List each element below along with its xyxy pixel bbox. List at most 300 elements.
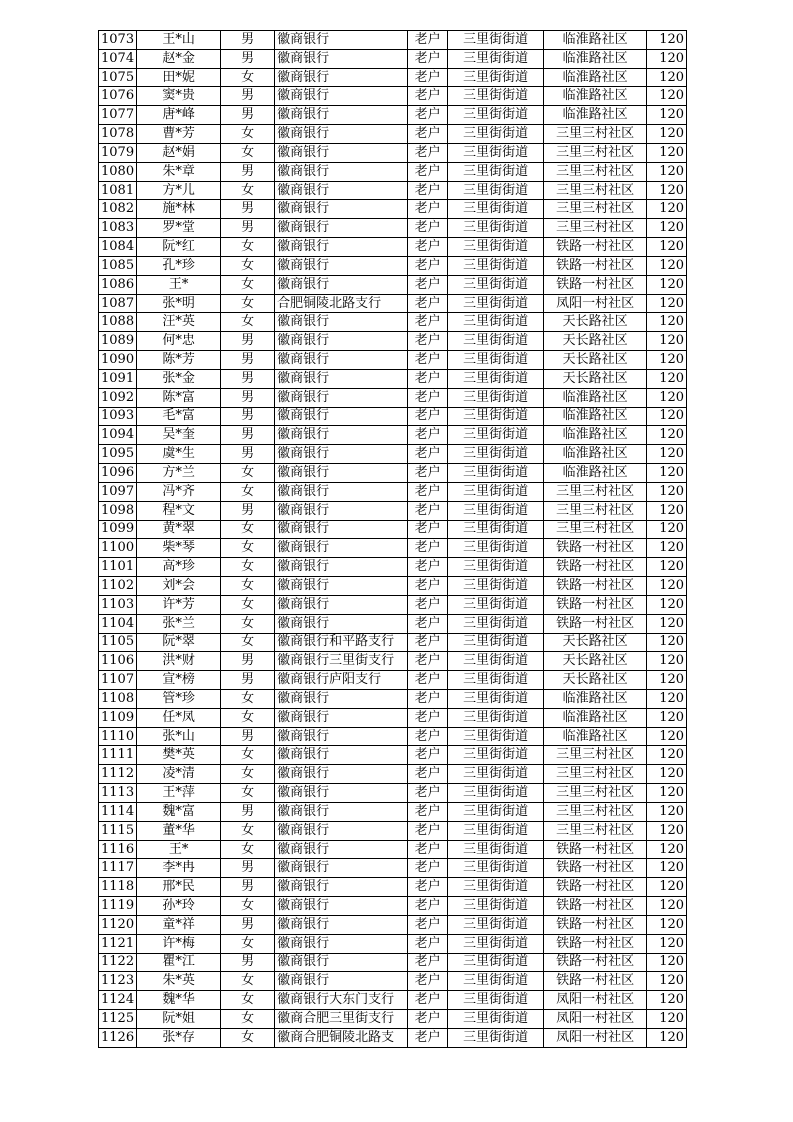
- gender-cell: 男: [221, 31, 275, 50]
- bank-cell: 徽商合肥三里街支行: [275, 1010, 408, 1029]
- bank-cell: 徽商银行: [275, 68, 408, 87]
- street-cell: 三里街街道: [448, 840, 544, 859]
- amount-cell: 120: [647, 181, 687, 200]
- gender-cell: 女: [221, 821, 275, 840]
- person-name: 刘*会: [137, 577, 221, 596]
- record-number: 1082: [99, 200, 137, 219]
- bank-cell: 徽商银行: [275, 520, 408, 539]
- household-type-cell: 老户: [408, 539, 448, 558]
- community-cell: 凤阳一村社区: [544, 991, 647, 1010]
- record-number: 1109: [99, 708, 137, 727]
- bank-cell: 徽商银行: [275, 106, 408, 125]
- amount-cell: 120: [647, 897, 687, 916]
- table-row: [99, 388, 687, 407]
- person-name: 吴*奎: [137, 426, 221, 445]
- bank-cell: 徽商银行: [275, 859, 408, 878]
- record-number: 1121: [99, 934, 137, 953]
- household-type-cell: 老户: [408, 689, 448, 708]
- bank-cell: 徽商银行: [275, 275, 408, 294]
- bank-cell: 徽商银行庐阳支行: [275, 671, 408, 690]
- community-cell: 三里三村社区: [544, 162, 647, 181]
- community-cell: 临淮路社区: [544, 49, 647, 68]
- bank-cell: 徽商银行: [275, 821, 408, 840]
- gender-cell: 男: [221, 671, 275, 690]
- gender-cell: 男: [221, 501, 275, 520]
- amount-cell: 120: [647, 972, 687, 991]
- household-type-cell: 老户: [408, 972, 448, 991]
- household-type-cell: 老户: [408, 991, 448, 1010]
- record-number: 1111: [99, 746, 137, 765]
- record-number: 1078: [99, 125, 137, 144]
- household-type-cell: 老户: [408, 614, 448, 633]
- street-cell: 三里街街道: [448, 68, 544, 87]
- person-name: 施*林: [137, 200, 221, 219]
- table-row: [99, 897, 687, 916]
- person-name: 高*珍: [137, 558, 221, 577]
- amount-cell: 120: [647, 727, 687, 746]
- bank-cell: 徽商银行: [275, 784, 408, 803]
- community-cell: 铁路一村社区: [544, 972, 647, 991]
- street-cell: 三里街街道: [448, 859, 544, 878]
- gender-cell: 男: [221, 878, 275, 897]
- household-type-cell: 老户: [408, 501, 448, 520]
- record-number: 1096: [99, 464, 137, 483]
- bank-cell: 徽商银行大东门支行: [275, 991, 408, 1010]
- street-cell: 三里街街道: [448, 313, 544, 332]
- household-type-cell: 老户: [408, 125, 448, 144]
- street-cell: 三里街街道: [448, 125, 544, 144]
- bank-cell: 徽商银行: [275, 878, 408, 897]
- amount-cell: 120: [647, 840, 687, 859]
- person-name: 程*文: [137, 501, 221, 520]
- community-cell: 三里三村社区: [544, 746, 647, 765]
- person-name: 何*忠: [137, 332, 221, 351]
- record-number: 1114: [99, 802, 137, 821]
- table-row: [99, 143, 687, 162]
- person-name: 孙*玲: [137, 897, 221, 916]
- table-row: [99, 821, 687, 840]
- gender-cell: 女: [221, 595, 275, 614]
- bank-cell: 徽商银行: [275, 31, 408, 50]
- bank-cell: 徽商银行: [275, 445, 408, 464]
- table-row: [99, 238, 687, 257]
- record-number: 1110: [99, 727, 137, 746]
- amount-cell: 120: [647, 49, 687, 68]
- street-cell: 三里街街道: [448, 200, 544, 219]
- gender-cell: 女: [221, 934, 275, 953]
- household-type-cell: 老户: [408, 238, 448, 257]
- person-name: 陈*富: [137, 388, 221, 407]
- person-name: 王*山: [137, 31, 221, 50]
- record-number: 1102: [99, 577, 137, 596]
- amount-cell: 120: [647, 256, 687, 275]
- person-name: 张*明: [137, 294, 221, 313]
- record-number: 1117: [99, 859, 137, 878]
- street-cell: 三里街街道: [448, 784, 544, 803]
- community-cell: 三里三村社区: [544, 501, 647, 520]
- community-cell: 天长路社区: [544, 313, 647, 332]
- table-row: [99, 840, 687, 859]
- table-row: [99, 482, 687, 501]
- community-cell: 铁路一村社区: [544, 595, 647, 614]
- amount-cell: 120: [647, 746, 687, 765]
- person-name: 洪*财: [137, 652, 221, 671]
- person-name: 朱*英: [137, 972, 221, 991]
- gender-cell: 男: [221, 727, 275, 746]
- street-cell: 三里街街道: [448, 407, 544, 426]
- community-cell: 天长路社区: [544, 633, 647, 652]
- street-cell: 三里街街道: [448, 991, 544, 1010]
- table-row: [99, 915, 687, 934]
- bank-cell: 徽商银行: [275, 369, 408, 388]
- household-type-cell: 老户: [408, 746, 448, 765]
- gender-cell: 男: [221, 445, 275, 464]
- amount-cell: 120: [647, 633, 687, 652]
- person-name: 董*华: [137, 821, 221, 840]
- household-type-cell: 老户: [408, 68, 448, 87]
- street-cell: 三里街街道: [448, 501, 544, 520]
- street-cell: 三里街街道: [448, 765, 544, 784]
- record-number: 1090: [99, 351, 137, 370]
- gender-cell: 女: [221, 1010, 275, 1029]
- table-row: [99, 1010, 687, 1029]
- bank-cell: 合肥铜陵北路支行: [275, 294, 408, 313]
- community-cell: 铁路一村社区: [544, 878, 647, 897]
- bank-cell: 徽商银行: [275, 934, 408, 953]
- person-name: 凌*清: [137, 765, 221, 784]
- person-name: 汪*英: [137, 313, 221, 332]
- household-type-cell: 老户: [408, 558, 448, 577]
- subsidy-table: [98, 30, 687, 1048]
- gender-cell: 女: [221, 238, 275, 257]
- gender-cell: 女: [221, 313, 275, 332]
- street-cell: 三里街街道: [448, 558, 544, 577]
- table-row: [99, 577, 687, 596]
- table-row: [99, 784, 687, 803]
- household-type-cell: 老户: [408, 445, 448, 464]
- gender-cell: 男: [221, 407, 275, 426]
- street-cell: 三里街街道: [448, 294, 544, 313]
- bank-cell: 徽商银行: [275, 407, 408, 426]
- bank-cell: 徽商银行: [275, 802, 408, 821]
- table-row: [99, 633, 687, 652]
- bank-cell: 徽商银行: [275, 765, 408, 784]
- bank-cell: 徽商银行: [275, 87, 408, 106]
- table-row: [99, 275, 687, 294]
- household-type-cell: 老户: [408, 106, 448, 125]
- record-number: 1113: [99, 784, 137, 803]
- community-cell: 三里三村社区: [544, 784, 647, 803]
- person-name: 樊*英: [137, 746, 221, 765]
- gender-cell: 女: [221, 689, 275, 708]
- amount-cell: 120: [647, 143, 687, 162]
- street-cell: 三里街街道: [448, 671, 544, 690]
- table-row: [99, 87, 687, 106]
- record-number: 1118: [99, 878, 137, 897]
- gender-cell: 女: [221, 181, 275, 200]
- person-name: 张*兰: [137, 614, 221, 633]
- record-number: 1073: [99, 31, 137, 50]
- street-cell: 三里街街道: [448, 162, 544, 181]
- household-type-cell: 老户: [408, 49, 448, 68]
- bank-cell: 徽商银行: [275, 501, 408, 520]
- bank-cell: 徽商银行: [275, 426, 408, 445]
- household-type-cell: 老户: [408, 351, 448, 370]
- community-cell: 铁路一村社区: [544, 897, 647, 916]
- bank-cell: 徽商银行: [275, 200, 408, 219]
- bank-cell: 徽商银行: [275, 464, 408, 483]
- household-type-cell: 老户: [408, 482, 448, 501]
- table-row: [99, 727, 687, 746]
- community-cell: 临淮路社区: [544, 689, 647, 708]
- table-row: [99, 256, 687, 275]
- gender-cell: 女: [221, 972, 275, 991]
- bank-cell: 徽商银行: [275, 238, 408, 257]
- household-type-cell: 老户: [408, 840, 448, 859]
- street-cell: 三里街街道: [448, 652, 544, 671]
- bank-cell: 徽商银行: [275, 746, 408, 765]
- street-cell: 三里街街道: [448, 897, 544, 916]
- table-row: [99, 31, 687, 50]
- table-row: [99, 445, 687, 464]
- person-name: 赵*娟: [137, 143, 221, 162]
- community-cell: 铁路一村社区: [544, 238, 647, 257]
- street-cell: 三里街街道: [448, 31, 544, 50]
- table-row: [99, 934, 687, 953]
- community-cell: 天长路社区: [544, 351, 647, 370]
- bank-cell: 徽商银行: [275, 351, 408, 370]
- amount-cell: 120: [647, 426, 687, 445]
- community-cell: 铁路一村社区: [544, 953, 647, 972]
- table-row: [99, 181, 687, 200]
- amount-cell: 120: [647, 275, 687, 294]
- street-cell: 三里街街道: [448, 520, 544, 539]
- household-type-cell: 老户: [408, 162, 448, 181]
- person-name: 王*萍: [137, 784, 221, 803]
- person-name: 张*山: [137, 727, 221, 746]
- table-row: [99, 614, 687, 633]
- household-type-cell: 老户: [408, 332, 448, 351]
- table-row: [99, 501, 687, 520]
- gender-cell: 男: [221, 915, 275, 934]
- record-number: 1112: [99, 765, 137, 784]
- household-type-cell: 老户: [408, 256, 448, 275]
- amount-cell: 120: [647, 859, 687, 878]
- street-cell: 三里街街道: [448, 256, 544, 275]
- household-type-cell: 老户: [408, 595, 448, 614]
- household-type-cell: 老户: [408, 953, 448, 972]
- record-number: 1105: [99, 633, 137, 652]
- gender-cell: 男: [221, 49, 275, 68]
- community-cell: 铁路一村社区: [544, 256, 647, 275]
- community-cell: 凤阳一村社区: [544, 1028, 647, 1047]
- table-row: [99, 332, 687, 351]
- record-number: 1103: [99, 595, 137, 614]
- record-number: 1106: [99, 652, 137, 671]
- community-cell: 天长路社区: [544, 671, 647, 690]
- amount-cell: 120: [647, 1028, 687, 1047]
- gender-cell: 男: [221, 162, 275, 181]
- record-number: 1077: [99, 106, 137, 125]
- street-cell: 三里街街道: [448, 915, 544, 934]
- record-number: 1116: [99, 840, 137, 859]
- bank-cell: 徽商合肥铜陵北路支: [275, 1028, 408, 1047]
- record-number: 1087: [99, 294, 137, 313]
- household-type-cell: 老户: [408, 727, 448, 746]
- gender-cell: 女: [221, 633, 275, 652]
- amount-cell: 120: [647, 238, 687, 257]
- bank-cell: 徽商银行: [275, 915, 408, 934]
- bank-cell: 徽商银行: [275, 897, 408, 916]
- gender-cell: 女: [221, 784, 275, 803]
- street-cell: 三里街街道: [448, 746, 544, 765]
- person-name: 朱*章: [137, 162, 221, 181]
- person-name: 任*凤: [137, 708, 221, 727]
- street-cell: 三里街街道: [448, 275, 544, 294]
- gender-cell: 男: [221, 106, 275, 125]
- person-name: 陈*芳: [137, 351, 221, 370]
- record-number: 1083: [99, 219, 137, 238]
- street-cell: 三里街街道: [448, 972, 544, 991]
- record-number: 1092: [99, 388, 137, 407]
- table-row: [99, 859, 687, 878]
- community-cell: 三里三村社区: [544, 482, 647, 501]
- person-name: 瞿*江: [137, 953, 221, 972]
- household-type-cell: 老户: [408, 897, 448, 916]
- table-row: [99, 464, 687, 483]
- amount-cell: 120: [647, 445, 687, 464]
- household-type-cell: 老户: [408, 708, 448, 727]
- street-cell: 三里街街道: [448, 351, 544, 370]
- gender-cell: 女: [221, 991, 275, 1010]
- table-row: [99, 49, 687, 68]
- bank-cell: 徽商银行: [275, 332, 408, 351]
- bank-cell: 徽商银行: [275, 125, 408, 144]
- community-cell: 凤阳一村社区: [544, 1010, 647, 1029]
- community-cell: 临淮路社区: [544, 31, 647, 50]
- record-number: 1119: [99, 897, 137, 916]
- household-type-cell: 老户: [408, 388, 448, 407]
- person-name: 赵*金: [137, 49, 221, 68]
- person-name: 毛*富: [137, 407, 221, 426]
- street-cell: 三里街街道: [448, 727, 544, 746]
- community-cell: 三里三村社区: [544, 200, 647, 219]
- community-cell: 铁路一村社区: [544, 934, 647, 953]
- table-row: [99, 426, 687, 445]
- community-cell: 铁路一村社区: [544, 859, 647, 878]
- gender-cell: 女: [221, 614, 275, 633]
- household-type-cell: 老户: [408, 859, 448, 878]
- record-number: 1099: [99, 520, 137, 539]
- gender-cell: 男: [221, 652, 275, 671]
- bank-cell: 徽商银行: [275, 972, 408, 991]
- community-cell: 临淮路社区: [544, 87, 647, 106]
- street-cell: 三里街街道: [448, 445, 544, 464]
- record-number: 1074: [99, 49, 137, 68]
- household-type-cell: 老户: [408, 294, 448, 313]
- person-name: 曹*芳: [137, 125, 221, 144]
- amount-cell: 120: [647, 369, 687, 388]
- person-name: 邢*民: [137, 878, 221, 897]
- record-number: 1084: [99, 238, 137, 257]
- household-type-cell: 老户: [408, 520, 448, 539]
- street-cell: 三里街街道: [448, 87, 544, 106]
- gender-cell: 男: [221, 859, 275, 878]
- household-type-cell: 老户: [408, 934, 448, 953]
- amount-cell: 120: [647, 671, 687, 690]
- table-row: [99, 878, 687, 897]
- person-name: 魏*华: [137, 991, 221, 1010]
- record-number: 1086: [99, 275, 137, 294]
- street-cell: 三里街街道: [448, 934, 544, 953]
- person-name: 宣*榜: [137, 671, 221, 690]
- record-number: 1079: [99, 143, 137, 162]
- street-cell: 三里街街道: [448, 181, 544, 200]
- bank-cell: 徽商银行: [275, 181, 408, 200]
- person-name: 阮*红: [137, 238, 221, 257]
- table-row: [99, 313, 687, 332]
- community-cell: 临淮路社区: [544, 426, 647, 445]
- street-cell: 三里街街道: [448, 878, 544, 897]
- person-name: 虞*生: [137, 445, 221, 464]
- amount-cell: 120: [647, 313, 687, 332]
- record-number: 1101: [99, 558, 137, 577]
- street-cell: 三里街街道: [448, 426, 544, 445]
- record-number: 1108: [99, 689, 137, 708]
- gender-cell: 女: [221, 125, 275, 144]
- community-cell: 三里三村社区: [544, 765, 647, 784]
- amount-cell: 120: [647, 558, 687, 577]
- table-row: [99, 369, 687, 388]
- amount-cell: 120: [647, 915, 687, 934]
- street-cell: 三里街街道: [448, 238, 544, 257]
- person-name: 许*梅: [137, 934, 221, 953]
- bank-cell: 徽商银行和平路支行: [275, 633, 408, 652]
- amount-cell: 120: [647, 1010, 687, 1029]
- person-name: 唐*峰: [137, 106, 221, 125]
- gender-cell: 男: [221, 87, 275, 106]
- record-number: 1089: [99, 332, 137, 351]
- person-name: 方*兰: [137, 464, 221, 483]
- amount-cell: 120: [647, 87, 687, 106]
- household-type-cell: 老户: [408, 1028, 448, 1047]
- gender-cell: 女: [221, 482, 275, 501]
- amount-cell: 120: [647, 991, 687, 1010]
- household-type-cell: 老户: [408, 671, 448, 690]
- household-type-cell: 老户: [408, 31, 448, 50]
- community-cell: 三里三村社区: [544, 181, 647, 200]
- street-cell: 三里街街道: [448, 539, 544, 558]
- amount-cell: 120: [647, 407, 687, 426]
- community-cell: 三里三村社区: [544, 219, 647, 238]
- bank-cell: 徽商银行: [275, 49, 408, 68]
- person-name: 张*存: [137, 1028, 221, 1047]
- table-row: [99, 520, 687, 539]
- street-cell: 三里街街道: [448, 577, 544, 596]
- table-row: [99, 671, 687, 690]
- gender-cell: 男: [221, 351, 275, 370]
- street-cell: 三里街街道: [448, 689, 544, 708]
- amount-cell: 120: [647, 595, 687, 614]
- community-cell: 铁路一村社区: [544, 539, 647, 558]
- person-name: 王*: [137, 840, 221, 859]
- table-row: [99, 689, 687, 708]
- record-number: 1085: [99, 256, 137, 275]
- gender-cell: 女: [221, 539, 275, 558]
- gender-cell: 女: [221, 520, 275, 539]
- record-number: 1088: [99, 313, 137, 332]
- amount-cell: 120: [647, 200, 687, 219]
